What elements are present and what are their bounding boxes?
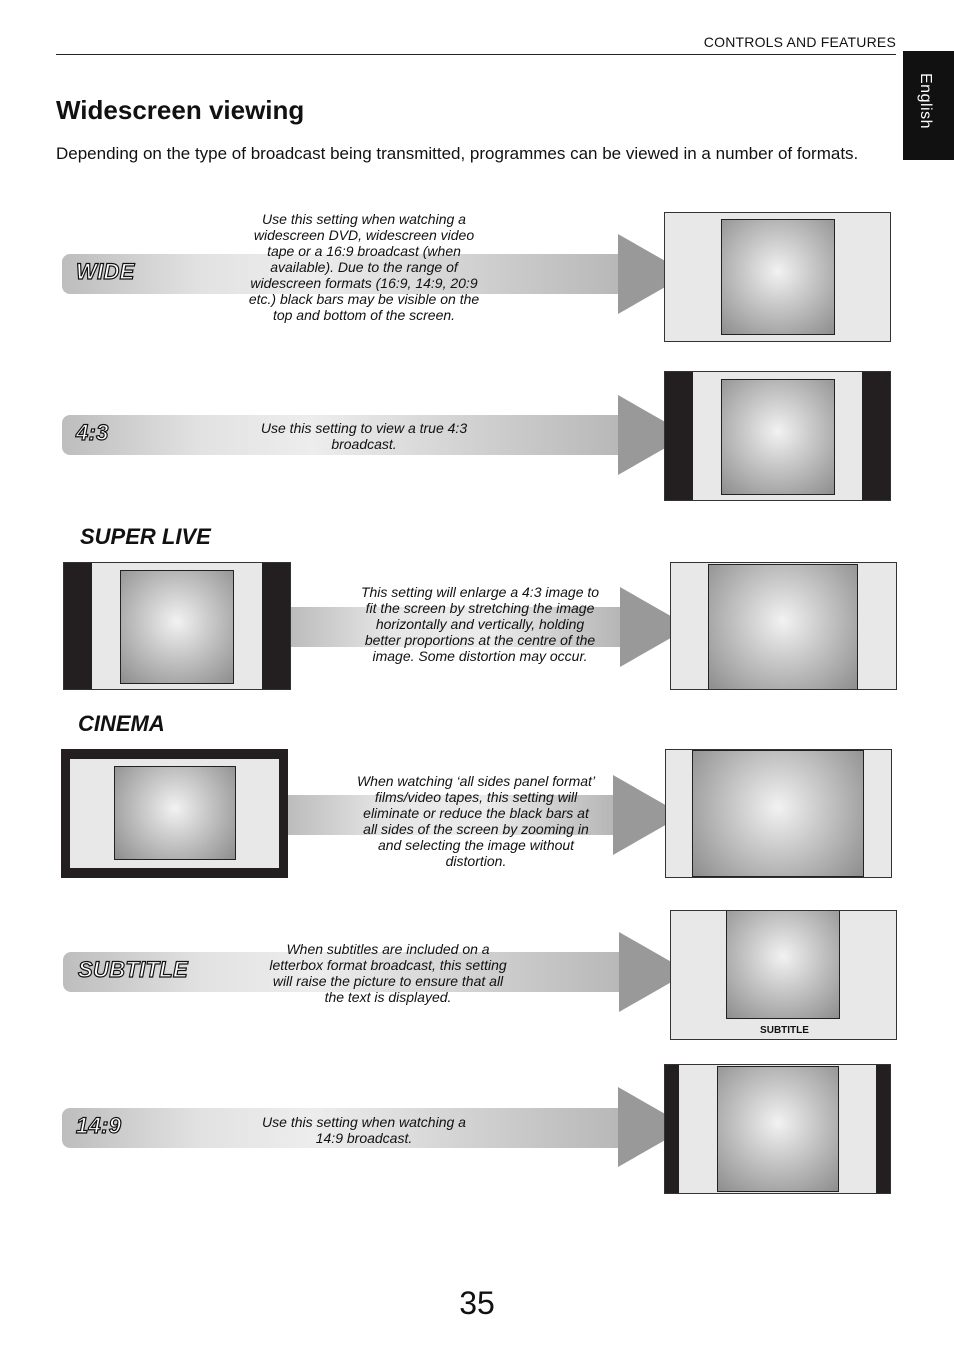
super-live-description: This setting will enlarge a 4:3 image to fit the screen by stretching the image horizontally and vertically, holding better proportions at the centre of the image. Some distortion may occur.	[360, 584, 600, 664]
page-title: Widescreen viewing	[56, 95, 305, 125]
14-9-right-bar	[876, 1065, 890, 1193]
14-9-label: 14:9	[76, 1113, 122, 1138]
14-9-screen	[664, 1064, 891, 1194]
super-live-label: SUPER LIVE	[80, 524, 211, 549]
cinema-label: CINEMA	[78, 711, 165, 736]
4-3-screen	[664, 371, 891, 501]
4-3-picture-circle	[721, 379, 835, 495]
header-divider	[56, 54, 896, 55]
4-3-description: Use this setting to view a true 4:3 broadcast.	[260, 420, 468, 452]
super-live-source-screen	[63, 562, 291, 690]
cinema-source-inner	[70, 759, 279, 868]
14-9-left-bar	[665, 1065, 679, 1193]
super-live-result-screen	[670, 562, 897, 690]
section-header: CONTROLS AND FEATURES	[703, 34, 896, 50]
super-live-source-circle	[120, 570, 234, 684]
cinema-source-screen	[61, 749, 288, 878]
cinema-description: When watching ‘all sides panel format’ films/video tapes, this setting will eliminate or reduce the black bars at all sides of the screen by zooming in and selecting the image without distortion.	[356, 773, 596, 869]
cinema-source-ellipse	[114, 766, 236, 860]
super-live-result-ellipse	[708, 564, 858, 690]
4-3-left-bar	[665, 372, 693, 500]
cinema-result-screen	[665, 749, 892, 878]
wide-picture-circle	[721, 219, 835, 335]
page-number: 35	[459, 1285, 495, 1321]
wide-screen	[664, 212, 891, 342]
subtitle-description: When subtitles are included on a letterbox format broadcast, this setting will raise the picture to ensure that all the text is displayed.	[269, 941, 507, 1005]
4-3-label: 4:3	[76, 420, 109, 445]
intro-text: Depending on the type of broadcast being transmitted, programmes can be viewed in a number of formats.	[56, 144, 859, 163]
subtitle-screen-caption: SUBTITLE	[760, 1025, 809, 1036]
cinema-result-ellipse	[692, 750, 864, 877]
language-tab	[903, 51, 954, 160]
4-3-right-bar	[862, 372, 890, 500]
language-tab-label: English	[917, 73, 934, 129]
subtitle-screen	[670, 910, 897, 1040]
14-9-picture-circle	[717, 1066, 839, 1192]
14-9-description: Use this setting when watching a 14:9 broadcast.	[262, 1114, 466, 1146]
super-live-left-bar	[64, 563, 92, 689]
wide-description: Use this setting when watching a widescreen DVD, widescreen video tape or a 16:9 broadcast (when available). Due to the range of widescreen formats (16:9, 14:9, 20:9 etc.) black bars may be visible on the top and bottom of the screen.	[248, 211, 480, 323]
subtitle-label: SUBTITLE	[78, 957, 188, 982]
super-live-right-bar	[262, 563, 290, 689]
wide-label: WIDE	[76, 259, 135, 284]
subtitle-picture-circle	[726, 910, 840, 1019]
